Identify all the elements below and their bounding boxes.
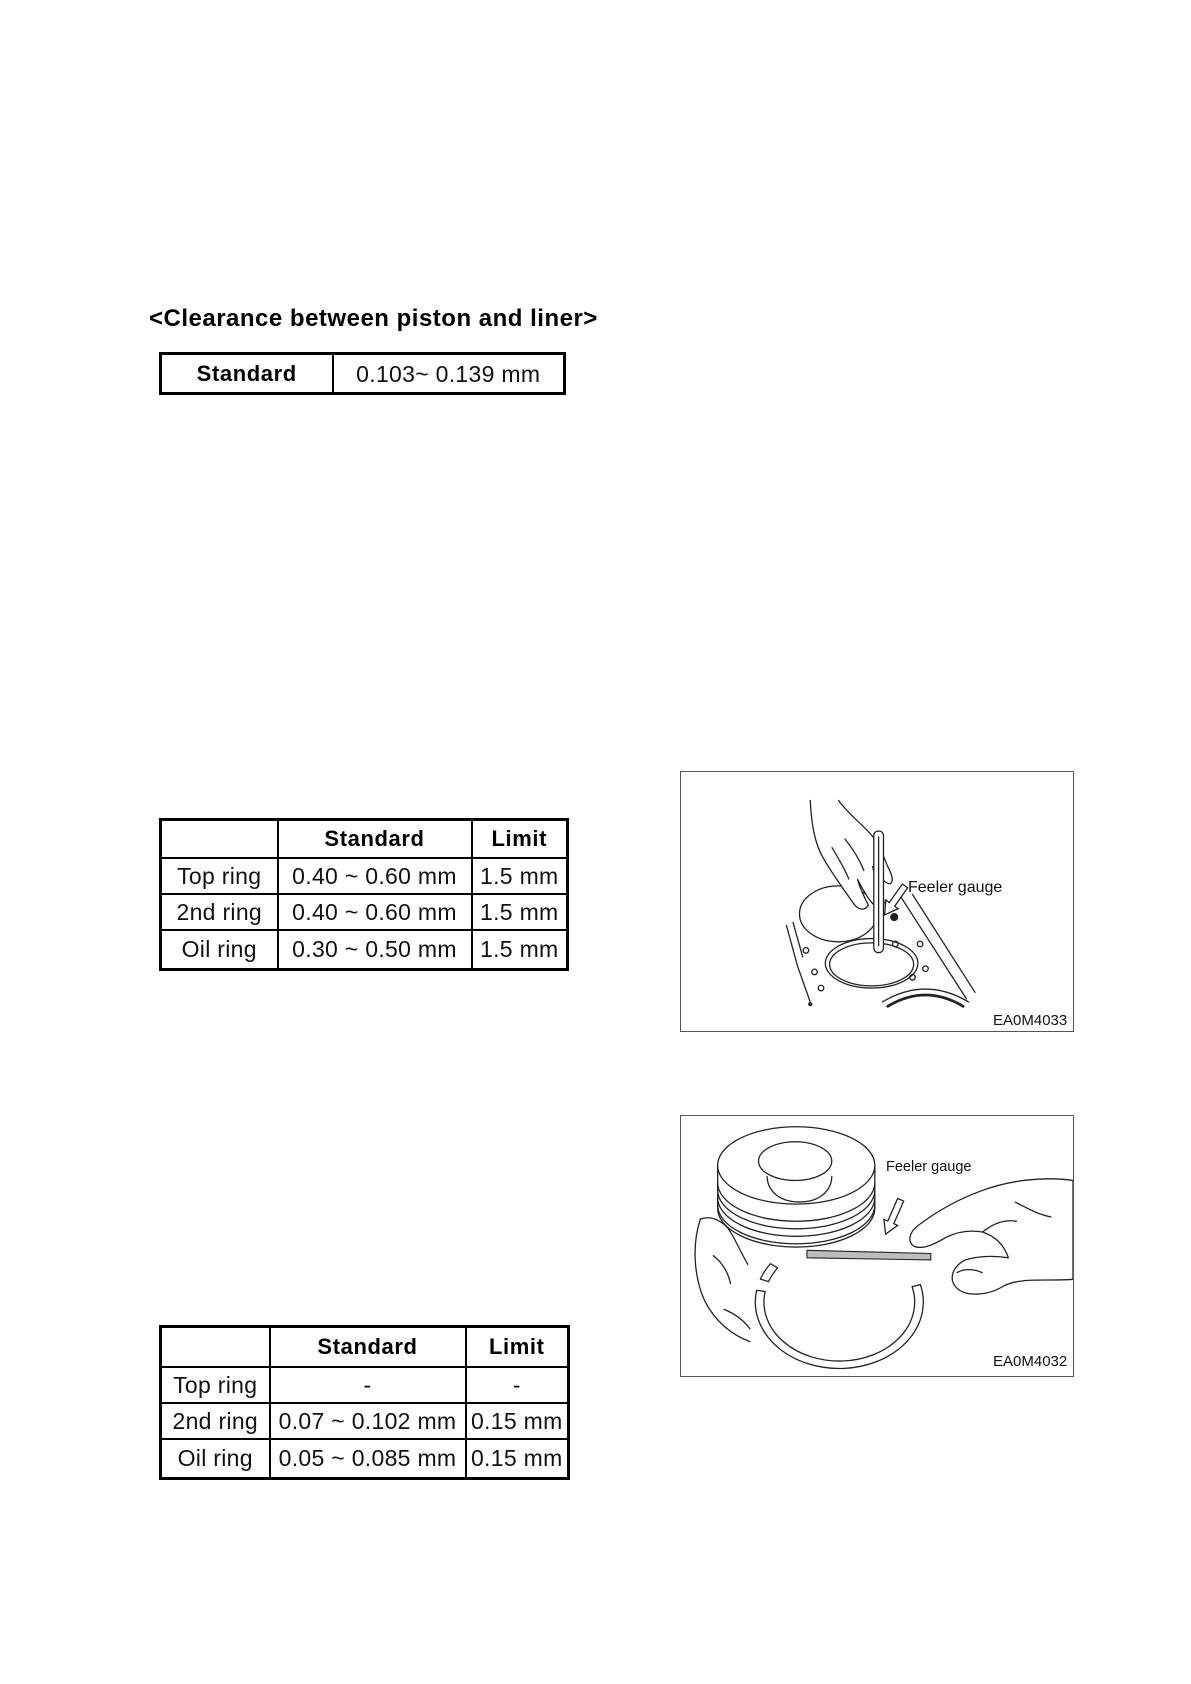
cylinder-bore-main-inner <box>830 943 914 986</box>
feeler-gauge-bore-illustration <box>681 772 1073 1031</box>
dot-mark <box>809 1003 812 1006</box>
limit-value-cell: 0.15 mm <box>466 1403 569 1439</box>
bolt-hole-filled <box>891 914 898 921</box>
ring-name-cell: 2nd ring <box>161 1403 270 1439</box>
ring-name-cell: 2nd ring <box>161 894 278 930</box>
empty-header-cell <box>161 820 278 858</box>
limit-value-cell: - <box>466 1367 569 1403</box>
standard-header-cell: Standard <box>270 1327 466 1367</box>
standard-value-cell: 0.40 ~ 0.60 mm <box>278 894 472 930</box>
table-header-row <box>161 1327 569 1367</box>
finger-crease <box>724 1309 750 1328</box>
figure-b <box>680 1115 1074 1377</box>
table-row <box>161 1367 569 1403</box>
cylinder-bore-main <box>825 939 918 988</box>
feeler-gauge-blade <box>807 1250 931 1260</box>
table-row <box>161 930 568 970</box>
bolt-hole <box>803 948 809 954</box>
piston-drawing <box>718 1127 875 1247</box>
bolt-hole <box>917 941 923 947</box>
hand-outline <box>695 1219 750 1341</box>
ring-name-cell: Top ring <box>161 858 278 894</box>
limit-value-cell: 1.5 mm <box>472 930 568 970</box>
standard-value-cell: 0.30 ~ 0.50 mm <box>278 930 472 970</box>
table-row <box>161 354 565 394</box>
standard-value-cell: 0.05 ~ 0.085 mm <box>270 1439 466 1479</box>
arrow-icon <box>884 1199 904 1235</box>
standard-label-cell: Standard <box>161 354 333 394</box>
bolt-hole <box>812 969 818 975</box>
piston-ring-end <box>760 1264 777 1282</box>
bolt-hole <box>818 985 824 991</box>
table-row <box>161 858 568 894</box>
cylinder-bore-lower-shade <box>888 995 963 1006</box>
ring-name-cell: Oil ring <box>161 930 278 970</box>
figure-label: Feeler gauge <box>886 1159 972 1175</box>
table-header-row <box>161 820 568 858</box>
figure-a <box>680 771 1074 1032</box>
figure-code: EA0M4033 <box>993 1012 1068 1029</box>
feeler-gauge-piston-illustration <box>681 1116 1073 1376</box>
standard-header-cell: Standard <box>278 820 472 858</box>
block-edge-left <box>787 926 811 1002</box>
figure-code: EA0M4032 <box>993 1353 1068 1370</box>
arrow-icon <box>885 884 908 915</box>
standard-value-cell: 0.40 ~ 0.60 mm <box>278 858 472 894</box>
block-edge-right <box>901 897 967 999</box>
limit-header-cell: Limit <box>472 820 568 858</box>
limit-value-cell: 0.15 mm <box>466 1439 569 1479</box>
section-heading: <Clearance between piston and liner> <box>149 305 598 332</box>
table-row <box>161 894 568 930</box>
standard-value-cell: 0.07 ~ 0.102 mm <box>270 1403 466 1439</box>
bolt-hole <box>923 966 929 972</box>
block-edge-left-inner <box>793 922 803 956</box>
limit-header-cell: Limit <box>466 1327 569 1367</box>
right-hand-drawing <box>910 1179 1073 1294</box>
empty-header-cell <box>161 1327 270 1367</box>
feeler-gauge-blade <box>874 831 884 952</box>
finger-crease <box>713 1256 730 1284</box>
table-row <box>161 1403 569 1439</box>
ring-table-b <box>159 1325 570 1480</box>
ring-name-cell: Top ring <box>161 1367 270 1403</box>
piston-crown <box>718 1127 875 1204</box>
hand-outline <box>910 1179 1073 1294</box>
clearance-table <box>159 352 566 395</box>
block-edge-right-inner <box>913 895 975 993</box>
piston-ring-drawing <box>755 1264 923 1369</box>
table-row <box>161 1439 569 1479</box>
ring-table-a <box>159 818 569 971</box>
ring-name-cell: Oil ring <box>161 1439 270 1479</box>
standard-value-cell: - <box>270 1367 466 1403</box>
figure-label: Feeler gauge <box>908 879 1003 896</box>
limit-value-cell: 1.5 mm <box>472 894 568 930</box>
piston-ring <box>755 1285 923 1369</box>
standard-value-cell: 0.103~ 0.139 mm <box>333 354 565 394</box>
limit-value-cell: 1.5 mm <box>472 858 568 894</box>
